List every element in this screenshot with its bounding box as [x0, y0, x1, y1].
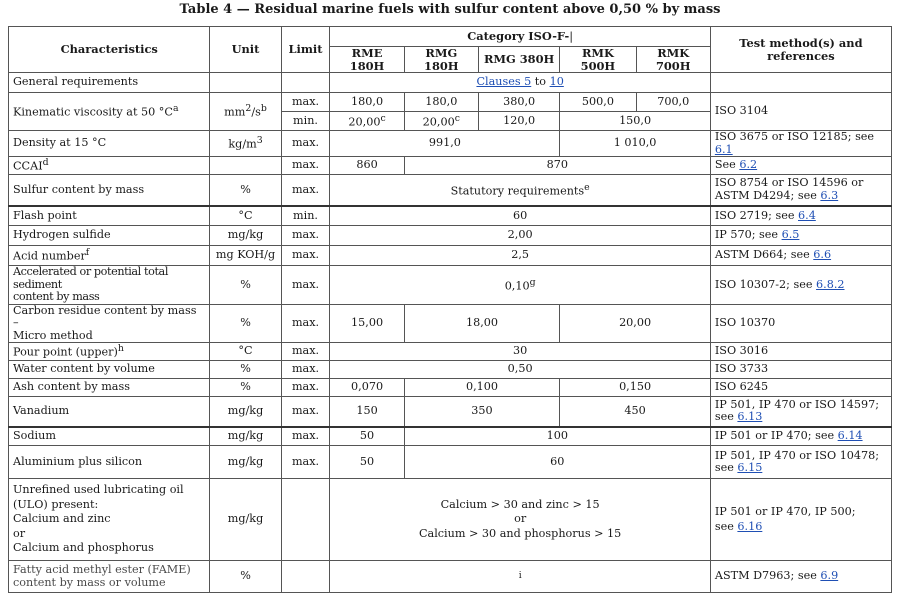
table-row [9, 73, 892, 93]
table-row: Fatty acid methyl ester (FAME) content by mass or volume % i ASTM D7963; see 6.9 [9, 561, 892, 593]
header-test-method: Test method(s) and references [710, 27, 891, 73]
grade-rmk-500h: RMK 500H [560, 47, 636, 73]
ref-6-6-link[interactable]: 6.6 [813, 248, 832, 262]
grade-rme-180h: RME 180H [330, 47, 404, 73]
table-row: Sulfur content by mass % max. Statutory requirements$^e$ ISO 8754 or ISO 14596 or ASTM D4294; see 6.3 [9, 175, 892, 206]
header-limit: Limit [281, 27, 330, 73]
ref-6-16-link[interactable]: 6.16 [737, 519, 763, 533]
table-row: Aluminium plus silicon mg/kg max. 50 60 IP 501, IP 470 or ISO 10478; see 6.15 [9, 446, 892, 479]
grade-rmk-700h: RMK 700H [636, 47, 710, 73]
ref-6-15-link[interactable]: 6.15 [737, 461, 763, 474]
header-characteristics: Characteristics [9, 27, 210, 73]
table-row: Sodium mg/kg max. 50 100 IP 501 or IP 470; see 6.14 [9, 427, 892, 446]
unit-viscosity: $mm^2/s^b$ [210, 93, 281, 131]
clauses-5-link[interactable]: Clauses 5 [476, 75, 532, 89]
table-row: Unrefined used lubricating oil (ULO) present: Calcium and zinc or Calcium and phosphorus mg/kg Calcium > 30 and zinc > 15 or Calcium > 30 and phosphorus > 15 IP 501 or IP 470, IP 500; see 6.16 [9, 479, 892, 561]
ref-6-13-link[interactable]: 6.13 [737, 410, 763, 424]
general-clauses: Clauses 5 to 10 [330, 73, 710, 93]
table-title: Table 4 — Residual marine fuels with sulfur content above 0,50 % by mass [179, 2, 721, 17]
clauses-10-link[interactable]: 10 [549, 75, 564, 89]
table-row: Ash content by mass % max. 0,070 0,100 0,150 ISO 6245 [9, 379, 892, 397]
table-row: Water content by volume % max. 0,50 ISO 3733 [9, 361, 892, 379]
ref-6-9-link[interactable]: 6.9 [820, 569, 839, 583]
table-row: Pour point (upper)$^h$ °C max. 30 ISO 3016 [9, 343, 892, 361]
table-row: Carbon residue content by mass – Micro method % max. 15,00 18,00 20,00 ISO 10370 [9, 304, 892, 343]
table-row: Acid number$^f$ mg KOH/g max. 2,5 ASTM D664; see 6.6 [9, 246, 892, 266]
table-row: Flash point °C min. 60 ISO 2719; see 6.4 [9, 206, 892, 226]
ref-6-14-link[interactable]: 6.14 [837, 429, 863, 442]
table-row: Hydrogen sulfide mg/kg max. 2,00 IP 570; see 6.5 [9, 226, 892, 246]
table-row: Vanadium mg/kg max. 150 350 450 IP 501, IP 470 or ISO 14597; see 6.13 [9, 397, 892, 427]
ref-6-3-link[interactable]: 6.3 [820, 188, 839, 202]
table-row: min. 20,00$^c$ 20,00$^c$ 120,0 150,0 [9, 112, 892, 131]
grade-rmg-180h: RMG 180H [404, 47, 478, 73]
row-label-viscosity: Kinematic viscosity at 50 $^\circ C^a$ [9, 93, 210, 131]
specification-table [8, 26, 892, 593]
table-row: Accelerated or potential total sediment content by mass % max. 0,10$^g$ ISO 10307-2; see 6.8.2 [9, 266, 892, 305]
ref-6-1-link[interactable]: 6.1 [714, 142, 733, 156]
ref-6-8-2-link[interactable]: 6.8.2 [816, 277, 845, 291]
grade-rmg-380h: RMG 380H [478, 47, 559, 73]
ref-6-2-link[interactable]: 6.2 [739, 158, 758, 172]
ref-6-4-link[interactable]: 6.4 [798, 208, 816, 222]
row-label-general: General requirements [9, 73, 210, 93]
test-viscosity: ISO 3104 [710, 93, 891, 131]
table-row: CCAI$^d$ max. 860 870 See 6.2 [9, 157, 892, 175]
header-unit: Unit [210, 27, 281, 73]
table-row: Kinematic viscosity at 50 $^\circ C^a$ $mm^2/s^b$ max. 180,0 180,0 380,0 500,0 700,0 ISO 3104 [9, 93, 892, 112]
ref-6-5-link[interactable]: 6.5 [781, 228, 800, 242]
header-category: Category ISO-F-| [330, 27, 710, 47]
table-row: Density at 15 °C $kg/m^3$ max. 991,0 1 010,0 ISO 3675 or ISO 12185; see 6.1 [9, 131, 892, 157]
